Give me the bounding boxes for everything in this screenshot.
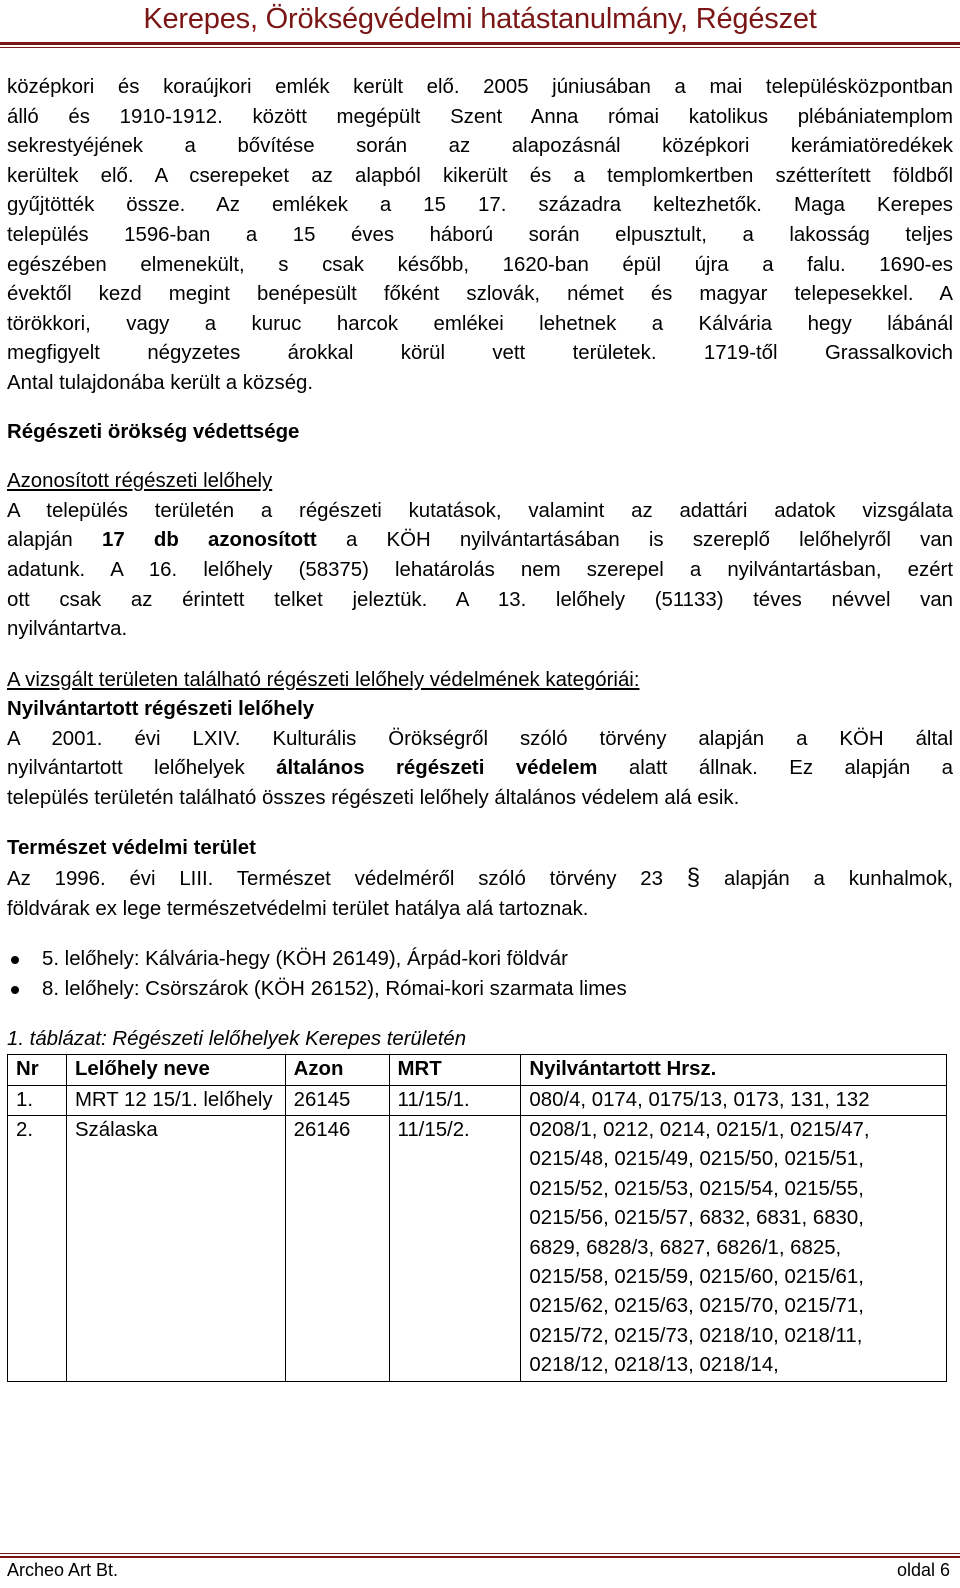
text-line: földvárak ex lege természetvédelmi terület hatálya alá tartoznak. [7, 897, 589, 920]
text-line: Antal tulajdonába került a község. [7, 371, 314, 394]
general-protection-emphasis: általános régészeti védelem [276, 757, 598, 780]
footer-page-number: oldal 6 [896, 1560, 950, 1580]
column-header: Nr [8, 1055, 67, 1085]
table-cell: 1. [8, 1085, 67, 1115]
document-body [7, 73, 953, 1382]
subheading-identified-sites: Azonosított régészeti lelőhely [7, 470, 273, 493]
text-line: gyűjtötték össze. Az emlékek a 15 17. századra keltezhetők. Maga Kerepes [7, 194, 953, 217]
text-line: ott csak az érintett telket jeleztük. A 13. lelőhely (51133) téves névvel van [7, 588, 953, 611]
table-row [8, 1085, 947, 1115]
table-cell: 11/15/2. [389, 1116, 521, 1382]
text-line: egészében elmenekült, s csak később, 1620-ban épül újra a falu. 1690-es [7, 253, 953, 276]
text-line: törökkori, vagy a kuruc harcok emlékei lehetnek a Kálvária hegy lábánál [7, 312, 953, 335]
text-line: megfigyelt négyzetes árokkal körül vett területek. 1719-től Grassalkovich [7, 342, 953, 365]
identified-sites-paragraph [7, 497, 953, 645]
bullet-icon [11, 986, 19, 994]
nature-protection-paragraph [7, 863, 953, 924]
text-line: középkori és koraújkori emlék került elő. 2005 júniusában a mai településközpontban [7, 76, 953, 98]
footer-company: Archeo Art Bt. [7, 1560, 119, 1580]
column-header: Azon [285, 1055, 389, 1085]
text-line: sekrestyéjének a bővítése során az alapozásnál középkori kerámiatöredékek [7, 135, 953, 158]
section-sign: § [686, 864, 701, 892]
heading-nature-protection: Természet védelmi terület [7, 836, 256, 859]
table-cell: 080/4, 0174, 0175/13, 0173, 131, 132 [521, 1085, 947, 1115]
page-title: Kerepes, Örökségvédelmi hatástanulmány, Régészet [143, 3, 817, 35]
text-line: adatunk. A 16. lelőhely (58375) lehatárolás nem szerepel a nyilvántartásban, ezért [7, 558, 953, 581]
table-cell: 0208/1, 0212, 0214, 0215/1, 0215/47, 0215/48, 0215/49, 0215/50, 0215/51, 0215/52, 0215/53, 0215/54, 0215/55, 0215/56, 0215/57, 6832, 6831, 6830, 6829, 6828/3, 6827, 6826/1, 6825, 0215/58, 0215/59, 0215/60, 0215/61, 0215/62, 0215/63, 0215/70, 0215/71, 0215/72, 0215/73, 0218/10, 0218/11, 0218/12, 0218/13, 0218/14, [521, 1116, 947, 1382]
text-line: A 2001. évi LXIV. Kulturális Örökségről szóló törvény alapján a KÖH által [7, 727, 953, 750]
list-item: 8. lelőhely: Csörszárok (KÖH 26152), Római-kori szarmata limes [7, 975, 953, 1005]
sites-table [7, 1054, 947, 1381]
text-line: település területén található összes régészeti lelőhely általános védelem alá esik. [7, 787, 740, 810]
list-item: 5. lelőhely: Kálvária-hegy (KÖH 26149), Árpád-kori földvár [7, 945, 953, 975]
table-cell: 2. [8, 1116, 67, 1382]
column-header: Lelőhely neve [66, 1055, 285, 1085]
text-line: évektől kezd megint benépesült főként szlovák, német és magyar telepesekkel. A [7, 283, 953, 306]
site-bullet-list [7, 945, 953, 1004]
text-line: kerültek elő. A cserepeket az alapból kikerült és a templomkertben szétterített földből [7, 164, 953, 187]
table-cell: 26146 [285, 1116, 389, 1382]
table-row [8, 1116, 947, 1382]
header-divider [0, 42, 960, 45]
table-cell: 26145 [285, 1085, 389, 1115]
table-cell: 11/15/1. [389, 1085, 521, 1115]
text-line: álló és 1910-1912. között megépült Szent Anna római katolikus plébániatemplom [7, 105, 953, 128]
text-line: nyilvántartva. [7, 618, 128, 641]
page-header [0, 0, 960, 46]
registered-site-paragraph [7, 725, 953, 814]
table-caption: 1. táblázat: Régészeti lelőhelyek Kerepes területén [7, 1027, 467, 1050]
text-line: A település területén a régészeti kutatások, valamint az adattári adatok vizsgálata [7, 499, 953, 522]
table-header-row [8, 1055, 947, 1085]
table-cell: MRT 12 15/1. lelőhely [66, 1085, 285, 1115]
header-divider-thin [0, 47, 960, 48]
table-cell: Szálaska [66, 1116, 285, 1382]
column-header: MRT [389, 1055, 521, 1085]
text-line: nyilvántartott lelőhelyek általános régészeti védelem alatt állnak. Ez alapján a [7, 757, 953, 780]
text-line: település 1596-ban a 15 éves háború során elpusztult, a lakosság teljes [7, 223, 953, 246]
intro-paragraph [7, 73, 953, 399]
text-line: Az 1996. évi LIII. Természet védelméről szóló törvény 23 § alapján a kunhalmok, [7, 864, 953, 892]
text-line: alapján 17 db azonosított a KÖH nyilvántartásában is szereplő lelőhelyről van [7, 529, 954, 552]
section-heading-protection: Régészeti örökség védettsége [7, 420, 300, 443]
heading-registered-site: Nyilvántartott régészeti lelőhely [7, 698, 315, 721]
bullet-icon [11, 956, 19, 964]
site-count-emphasis: 17 db azonosított [101, 529, 317, 552]
column-header: Nyilvántartott Hrsz. [521, 1055, 947, 1085]
subheading-protection-categories: A vizsgált területen található régészeti lelőhely védelmének kategóriái: [7, 668, 640, 691]
footer-divider-thin [0, 1553, 960, 1554]
footer-divider [0, 1556, 960, 1558]
